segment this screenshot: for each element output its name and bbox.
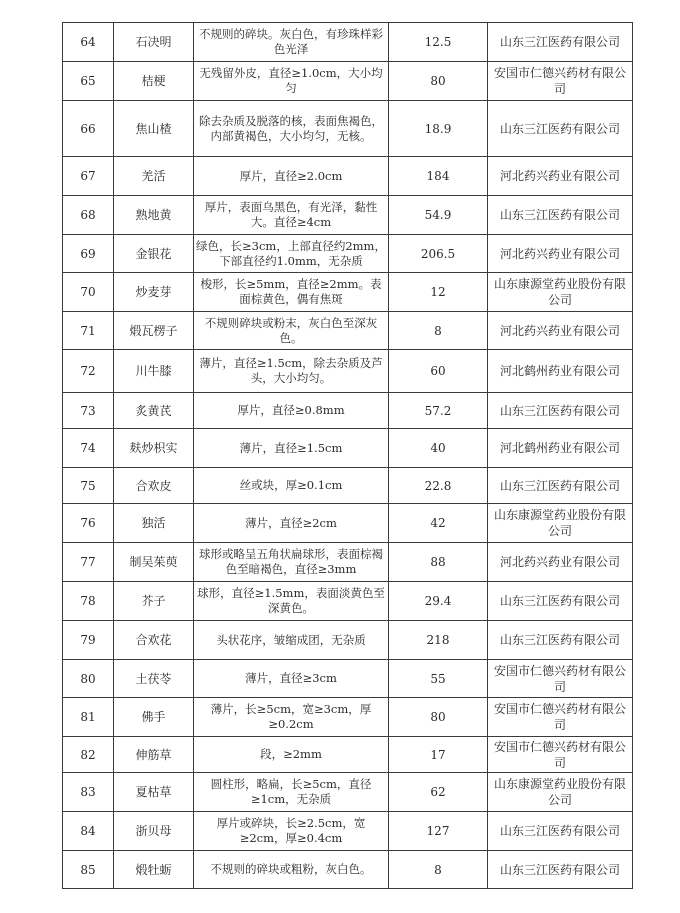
row-number: 67 (63, 157, 114, 196)
herb-price: 8 (389, 312, 488, 350)
table-row (63, 273, 633, 312)
table-row (63, 812, 633, 851)
supplier-name: 山东三江医药有限公司 (488, 101, 633, 157)
supplier-name: 山东三江医药有限公司 (488, 23, 633, 62)
supplier-name: 山东三江医药有限公司 (488, 812, 633, 851)
table-row (63, 62, 633, 101)
herb-name: 佛手 (114, 698, 194, 737)
herb-name: 炙黄芪 (114, 393, 194, 429)
herb-spec: 薄片，直径≥1.5cm (194, 429, 389, 468)
herb-name: 石决明 (114, 23, 194, 62)
supplier-name: 安国市仁德兴药材有限公司 (488, 660, 633, 698)
row-number: 68 (63, 196, 114, 235)
supplier-name: 河北药兴药业有限公司 (488, 543, 633, 582)
herb-spec: 薄片，直径≥1.5cm，除去杂质及芦头，大小均匀。 (194, 350, 389, 393)
herb-spec: 厚片，直径≥2.0cm (194, 157, 389, 196)
herb-spec: 除去杂质及脱落的核，表面焦褐色，内部黄褐色，大小均匀，无核。 (194, 101, 389, 157)
herb-name: 煅瓦楞子 (114, 312, 194, 350)
table-body (63, 23, 633, 889)
table-row (63, 312, 633, 350)
supplier-name: 山东三江医药有限公司 (488, 468, 633, 504)
herb-price: 12.5 (389, 23, 488, 62)
herb-spec: 梭形，长≥5mm，直径≥2mm。表面棕黄色，偶有焦斑 (194, 273, 389, 312)
herb-spec: 厚片或碎块，长≥2.5cm，宽≥2cm，厚≥0.4cm (194, 812, 389, 851)
herb-spec: 厚片，表面乌黑色，有光泽，黏性大。直径≥4cm (194, 196, 389, 235)
herb-spec: 圆柱形，略扁，长≥5cm，直径≥1cm，无杂质 (194, 773, 389, 812)
herb-spec: 不规则的碎块或粗粉，灰白色。 (194, 851, 389, 889)
herb-spec: 球形，直径≥1.5mm，表面淡黄色至深黄色。 (194, 582, 389, 621)
row-number: 84 (63, 812, 114, 851)
herb-price: 40 (389, 429, 488, 468)
herb-price: 206.5 (389, 235, 488, 273)
row-number: 65 (63, 62, 114, 101)
row-number: 70 (63, 273, 114, 312)
supplier-name: 河北药兴药业有限公司 (488, 312, 633, 350)
herb-name: 桔梗 (114, 62, 194, 101)
herb-price: 80 (389, 698, 488, 737)
herb-name: 川牛膝 (114, 350, 194, 393)
table-row (63, 101, 633, 157)
supplier-name: 山东康源堂药业股份有限公司 (488, 273, 633, 312)
table-row (63, 543, 633, 582)
herb-name: 独活 (114, 504, 194, 543)
herb-spec: 无残留外皮，直径≥1.0cm，大小均匀 (194, 62, 389, 101)
herb-spec: 不规则碎块或粉末，灰白色至深灰色。 (194, 312, 389, 350)
herb-price: 62 (389, 773, 488, 812)
supplier-name: 河北药兴药业有限公司 (488, 235, 633, 273)
herb-price: 88 (389, 543, 488, 582)
table-row (63, 504, 633, 543)
row-number: 75 (63, 468, 114, 504)
herb-price: 8 (389, 851, 488, 889)
herb-price: 17 (389, 737, 488, 773)
herb-name: 熟地黄 (114, 196, 194, 235)
row-number: 83 (63, 773, 114, 812)
row-number: 76 (63, 504, 114, 543)
table-row (63, 621, 633, 660)
herb-price-table (62, 22, 633, 889)
row-number: 82 (63, 737, 114, 773)
table-row (63, 23, 633, 62)
table-row (63, 851, 633, 889)
row-number: 73 (63, 393, 114, 429)
supplier-name: 山东康源堂药业股份有限公司 (488, 773, 633, 812)
row-number: 85 (63, 851, 114, 889)
table-row (63, 698, 633, 737)
table-row (63, 773, 633, 812)
table-row (63, 157, 633, 196)
herb-spec: 段，≥2mm (194, 737, 389, 773)
row-number: 79 (63, 621, 114, 660)
herb-name: 土茯苓 (114, 660, 194, 698)
herb-price: 18.9 (389, 101, 488, 157)
table-row (63, 393, 633, 429)
herb-price: 184 (389, 157, 488, 196)
herb-name: 麸炒枳实 (114, 429, 194, 468)
row-number: 64 (63, 23, 114, 62)
table-row (63, 429, 633, 468)
herb-name: 煅牡蛎 (114, 851, 194, 889)
herb-price: 42 (389, 504, 488, 543)
supplier-name: 河北药兴药业有限公司 (488, 157, 633, 196)
table-row (63, 468, 633, 504)
herb-price: 12 (389, 273, 488, 312)
row-number: 81 (63, 698, 114, 737)
herb-name: 炒麦芽 (114, 273, 194, 312)
row-number: 69 (63, 235, 114, 273)
herb-spec: 丝或块，厚≥0.1cm (194, 468, 389, 504)
row-number: 72 (63, 350, 114, 393)
herb-name: 焦山楂 (114, 101, 194, 157)
herb-price: 127 (389, 812, 488, 851)
supplier-name: 安国市仁德兴药材有限公司 (488, 737, 633, 773)
herb-spec: 球形或略呈五角状扁球形，表面棕褐色至暗褐色，直径≥3mm (194, 543, 389, 582)
herb-name: 芥子 (114, 582, 194, 621)
row-number: 74 (63, 429, 114, 468)
row-number: 66 (63, 101, 114, 157)
table-row (63, 582, 633, 621)
herb-spec: 厚片，直径≥0.8mm (194, 393, 389, 429)
herb-price: 29.4 (389, 582, 488, 621)
supplier-name: 山东三江医药有限公司 (488, 851, 633, 889)
row-number: 71 (63, 312, 114, 350)
supplier-name: 山东三江医药有限公司 (488, 196, 633, 235)
supplier-name: 安国市仁德兴药材有限公司 (488, 62, 633, 101)
supplier-name: 河北鹤州药业有限公司 (488, 429, 633, 468)
herb-price: 54.9 (389, 196, 488, 235)
herb-name: 金银花 (114, 235, 194, 273)
supplier-name: 河北鹤州药业有限公司 (488, 350, 633, 393)
herb-name: 羌活 (114, 157, 194, 196)
supplier-name: 山东三江医药有限公司 (488, 393, 633, 429)
table-row (63, 660, 633, 698)
supplier-name: 山东三江医药有限公司 (488, 621, 633, 660)
herb-price: 22.8 (389, 468, 488, 504)
table-row (63, 737, 633, 773)
supplier-name: 山东三江医药有限公司 (488, 582, 633, 621)
herb-price: 218 (389, 621, 488, 660)
row-number: 77 (63, 543, 114, 582)
table-row (63, 350, 633, 393)
herb-spec: 薄片，直径≥3cm (194, 660, 389, 698)
herb-name: 伸筋草 (114, 737, 194, 773)
supplier-name: 安国市仁德兴药材有限公司 (488, 698, 633, 737)
table-row (63, 235, 633, 273)
row-number: 78 (63, 582, 114, 621)
herb-spec: 不规则的碎块。灰白色，有珍珠样彩色光泽 (194, 23, 389, 62)
herb-spec: 绿色，长≥3cm，上部直径约2mm，下部直径约1.0mm，无杂质 (194, 235, 389, 273)
herb-price: 55 (389, 660, 488, 698)
herb-price: 60 (389, 350, 488, 393)
herb-name: 制吴茱萸 (114, 543, 194, 582)
herb-price: 57.2 (389, 393, 488, 429)
herb-spec: 薄片，直径≥2cm (194, 504, 389, 543)
herb-name: 浙贝母 (114, 812, 194, 851)
herb-spec: 头状花序，皱缩成团，无杂质 (194, 621, 389, 660)
table-row (63, 196, 633, 235)
herb-name: 合欢皮 (114, 468, 194, 504)
herb-name: 合欢花 (114, 621, 194, 660)
herb-price: 80 (389, 62, 488, 101)
row-number: 80 (63, 660, 114, 698)
herb-name: 夏枯草 (114, 773, 194, 812)
supplier-name: 山东康源堂药业股份有限公司 (488, 504, 633, 543)
herb-spec: 薄片，长≥5cm，宽≥3cm，厚≥0.2cm (194, 698, 389, 737)
